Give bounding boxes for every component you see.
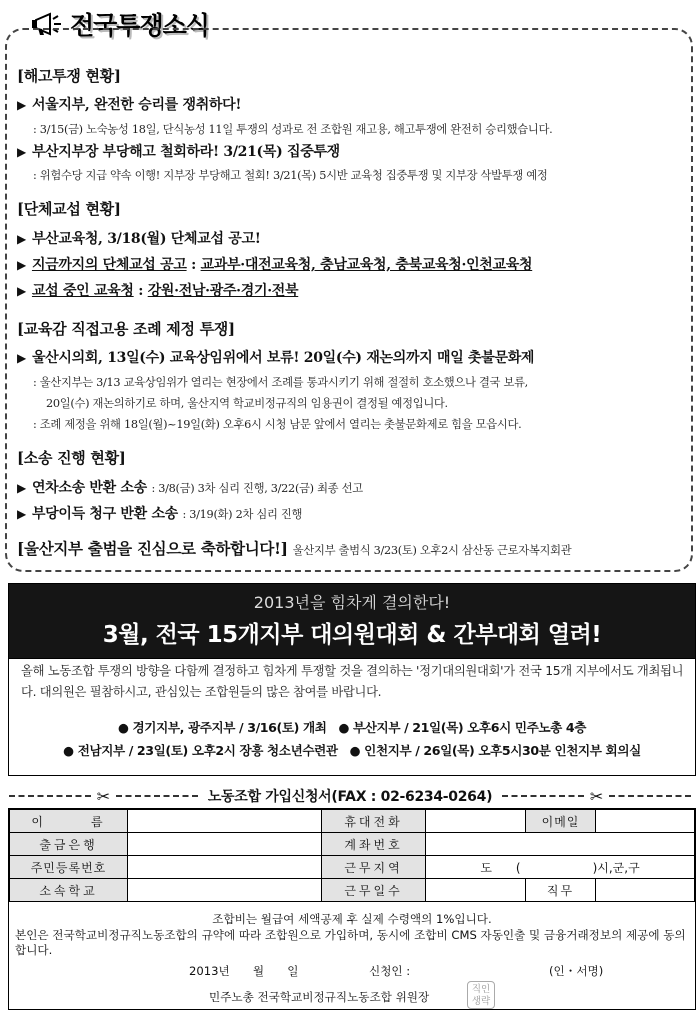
addressee: 민주노총 전국학교비정규직노동조합 위원장 xyxy=(209,990,430,1004)
schedule-item: ● 경기지부, 광주지부 / 3/16(토) 개최 xyxy=(117,720,327,735)
schedule-item: ● 인천지부 / 26일(목) 오후5시30분 인천지부 회의실 xyxy=(349,743,641,758)
event-subtitle: 2013년을 힘차게 결의한다! xyxy=(253,593,451,612)
ssn-field[interactable] xyxy=(128,856,322,879)
form-table xyxy=(9,809,695,902)
schedule-item: ● 전남지부 / 23일(토) 오후2시 장흥 청소년수련관 xyxy=(63,743,338,758)
event-schedule-row xyxy=(9,717,695,736)
email-field[interactable] xyxy=(596,810,695,833)
seal-stamp: 직인 생략 xyxy=(467,981,495,1009)
news-headline: ▶ 부산교육청, 3/18(월) 단체교섭 공고! xyxy=(17,231,261,247)
section-title-bargaining: [단체교섭 현황] xyxy=(17,200,121,218)
region-label: 근무지역 xyxy=(322,856,426,879)
form-title-bar xyxy=(5,786,695,806)
bank-field[interactable] xyxy=(128,833,322,856)
days-label: 근무일수 xyxy=(322,879,426,902)
cut-line xyxy=(9,795,91,797)
consent-text: 본인은 전국학교비정규직노동조합의 규약에 따라 조합원으로 가입하며, 동시에 조합비 CMS 자동인출 및 금융거래정보의 제공에 동의합니다. xyxy=(15,928,686,957)
section-title-ulsan: [울산지부 출범을 진심으로 축하합니다!] 울산지부 출범식 3/23(토) 오후2시 삼산동 근로자복지회관 xyxy=(17,539,572,558)
region-field[interactable]: 도 ( )시,군,구 xyxy=(426,856,695,879)
ssn-label: 주민등록번호 xyxy=(10,856,128,879)
news-headline: ▶ 울산시의회, 13일(수) 교육상임위에서 보류! 20일(수) 재논의까지 매일 촛불문화제 xyxy=(17,350,535,366)
addressee-line xyxy=(9,983,695,1013)
sign-label: (인・서명) xyxy=(549,964,604,978)
page-title: 전국투쟁소식 xyxy=(70,11,209,40)
event-banner xyxy=(8,583,696,659)
news-headline: ▶ 교섭 중인 교육청 : 강원·전남·광주·경기·전북 xyxy=(17,283,299,299)
news-headline: ▶ 서울지부, 완전한 승리를 쟁취하다! xyxy=(17,97,242,113)
fee-text: 조합비는 월급여 세액공제 후 실제 수령액의 1%입니다. xyxy=(212,912,492,926)
school-field[interactable] xyxy=(128,879,322,902)
cut-line xyxy=(609,795,691,797)
section-title-ordinance: [교육감 직접고용 조례 제정 투쟁] xyxy=(17,320,235,338)
event-details xyxy=(8,657,696,776)
news-headline: ▶ 지금까지의 단체교섭 공고 : 교과부·대전교육청, 충남교육청, 충북교육청·인천교육청 xyxy=(17,257,533,273)
days-field[interactable] xyxy=(426,879,526,902)
news-note: : 조례 제정을 위해 18일(월)~19일(화) 오후6시 시청 남문 앞에서 열리는 촛불문화제로 힘을 모읍시다. xyxy=(33,418,522,431)
job-label: 직무 xyxy=(526,879,596,902)
event-schedule-row xyxy=(9,740,695,759)
news-headline: ▶ 부산지부장 부당해고 철회하라! 3/21(목) 집중투쟁 xyxy=(17,144,340,160)
signature-line xyxy=(9,961,695,983)
form-footer xyxy=(9,907,695,1013)
schedule-item: ● 부산지부 / 21일(목) 오후6시 민주노총 4층 xyxy=(338,720,587,735)
section-title-dismissal: [해고투쟁 현황] xyxy=(17,67,121,85)
news-note: : 3/15(금) 노숙농성 18일, 단식농성 11일 투쟁의 성과로 전 조합원 재고용, 해고투쟁에 완전히 승리했습니다. xyxy=(33,123,553,136)
scissors-icon: ✂ xyxy=(96,786,111,806)
event-title: 3월, 전국 15개지부 대의원대회 & 간부대회 열려! xyxy=(102,622,602,648)
application-form xyxy=(8,808,696,1010)
school-label: 소속학교 xyxy=(10,879,128,902)
news-headline: ▶ 부당이득 청구 반환 소송 : 3/19(화) 2차 심리 진행 xyxy=(17,506,303,522)
cut-line xyxy=(502,795,584,797)
bank-label: 출금은행 xyxy=(10,833,128,856)
section-title-lawsuit: [소송 진행 현황] xyxy=(17,449,126,467)
form-title: 노동조합 가입신청서(FAX : 02-6234-0264) xyxy=(207,789,493,805)
news-note: 20일(수) 재논의하기로 하며, 울산지역 학교비정규직의 임용권이 결정될 예정입니다. xyxy=(46,397,448,410)
cut-line xyxy=(116,795,198,797)
phone-field[interactable] xyxy=(426,810,526,833)
account-field[interactable] xyxy=(426,833,695,856)
job-field[interactable] xyxy=(596,879,695,902)
date-text: 2013년 월 일 xyxy=(189,964,299,978)
phone-label: 휴대전화 xyxy=(322,810,426,833)
email-label: 이메일 xyxy=(526,810,596,833)
news-note: : 위험수당 지급 약속 이행! 지부장 부당해고 철회! 3/21(목) 5시반 교육청 집중투쟁 및 지부장 삭발투쟁 예정 xyxy=(33,169,548,182)
account-label: 계좌번호 xyxy=(322,833,426,856)
applicant-label: 신청인 : xyxy=(369,964,411,978)
name-label: 이 름 xyxy=(10,810,128,833)
name-field[interactable] xyxy=(128,810,322,833)
scissors-icon: ✂ xyxy=(589,786,604,806)
news-headline: ▶ 연차소송 반환 소송 : 3/8(금) 3차 심리 진행, 3/22(금) 최종 선고 xyxy=(17,480,363,496)
news-note: : 울산지부는 3/13 교육상임위가 열리는 현장에서 조례를 통과시키기 위해 절절히 호소했으나 결국 보류, xyxy=(33,376,528,389)
event-paragraph: 올해 노동조합 투쟁의 방향을 다함께 결정하고 힘차게 투쟁할 것을 결의하는 '정기대의원대회'가 전국 15개 지부에서도 개최됩니다. 대의원은 필참하시고, 관심있는 조합원들의 많은 참여를 바랍니다. xyxy=(21,664,684,699)
